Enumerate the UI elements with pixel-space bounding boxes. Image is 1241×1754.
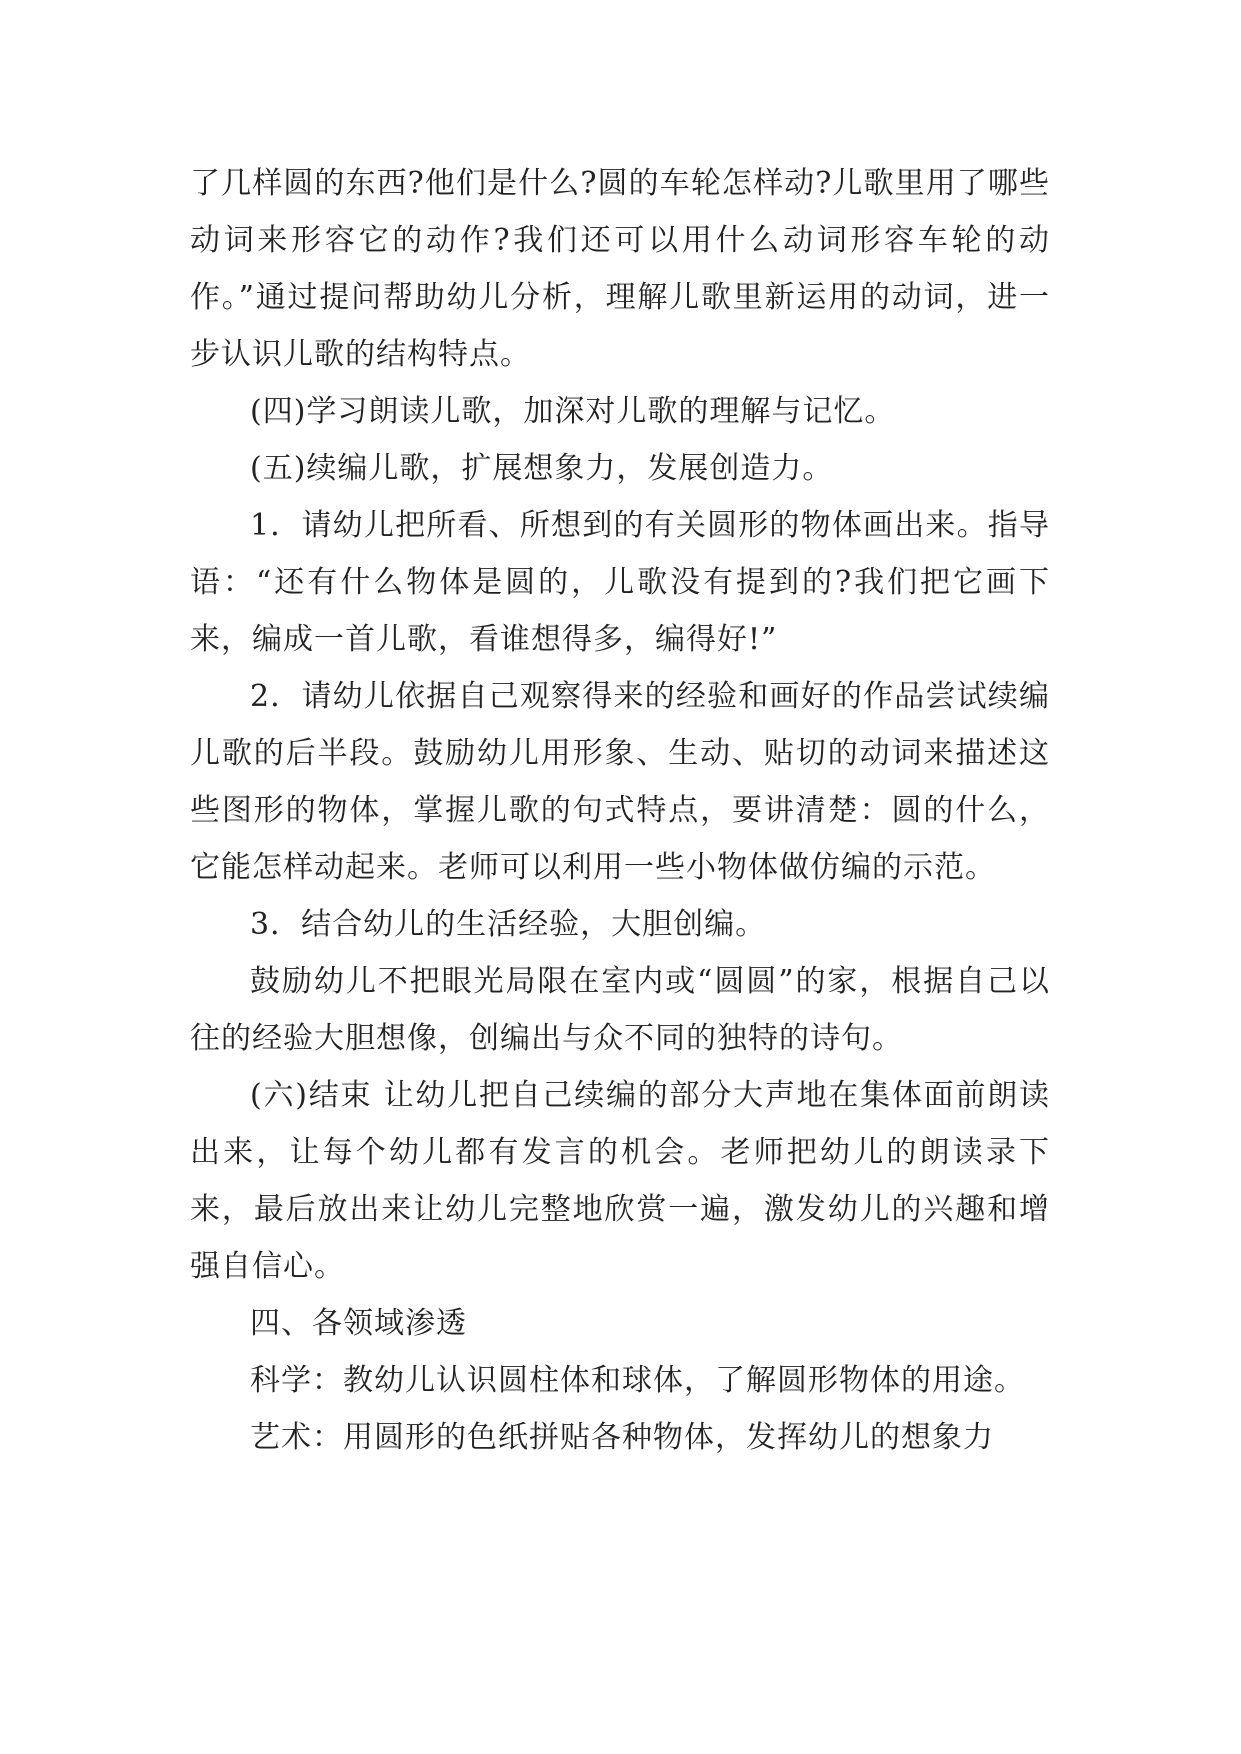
paragraph-3: (五)续编儿歌，扩展想象力，发展创造力。	[250, 451, 834, 486]
document-body	[190, 155, 1050, 1466]
paragraph-5: 2．请幼儿依据自己观察得来的经验和画好的作品尝试续编儿歌的后半段。鼓励幼儿用形象、生动、贴切的动词来描述这些图形的物体，掌握儿歌的句式特点，要讲清楚：圆的什么，它能怎样动起来。老师可以利用一些小物体做仿编的示范。	[190, 679, 1050, 885]
paragraph-7: 鼓励幼儿不把眼光局限在室内或“圆圆”的家，根据自己以往的经验大胆想像，创编出与众不同的独特的诗句。	[190, 964, 1050, 1056]
paragraph-4: 1．请幼儿把所看、所想到的有关圆形的物体画出来。指导语：“还有什么物体是圆的，儿歌没有提到的?我们把它画下来，编成一首儿歌，看谁想得多，编得好!”	[190, 508, 1050, 657]
paragraph-6: 3．结合幼儿的生活经验，大胆创编。	[250, 907, 767, 942]
paragraph-art: 艺术：用圆形的色纸拼贴各种物体，发挥幼儿的想象力	[250, 1420, 994, 1455]
paragraph-1: 了几样圆的东西?他们是什么?圆的车轮怎样动?儿歌里用了哪些动词来形容它的动作?我们还可以用什么动词形容车轮的动作。”通过提问帮助幼儿分析，理解儿歌里新运用的动词，进一步认识儿歌的结构特点。	[190, 166, 1050, 372]
paragraph-8: (六)结束 让幼儿把自己续编的部分大声地在集体面前朗读出来，让每个幼儿都有发言的机会。老师把幼儿的朗读录下来，最后放出来让幼儿完整地欣赏一遍，激发幼儿的兴趣和增强自信心。	[190, 1078, 1050, 1284]
paragraph-science: 科学：教幼儿认识圆柱体和球体，了解圆形物体的用途。	[250, 1363, 1025, 1398]
section-heading: 四、各领域渗透	[250, 1306, 467, 1341]
paragraph-2: (四)学习朗读儿歌，加深对儿歌的理解与记忆。	[250, 394, 896, 429]
